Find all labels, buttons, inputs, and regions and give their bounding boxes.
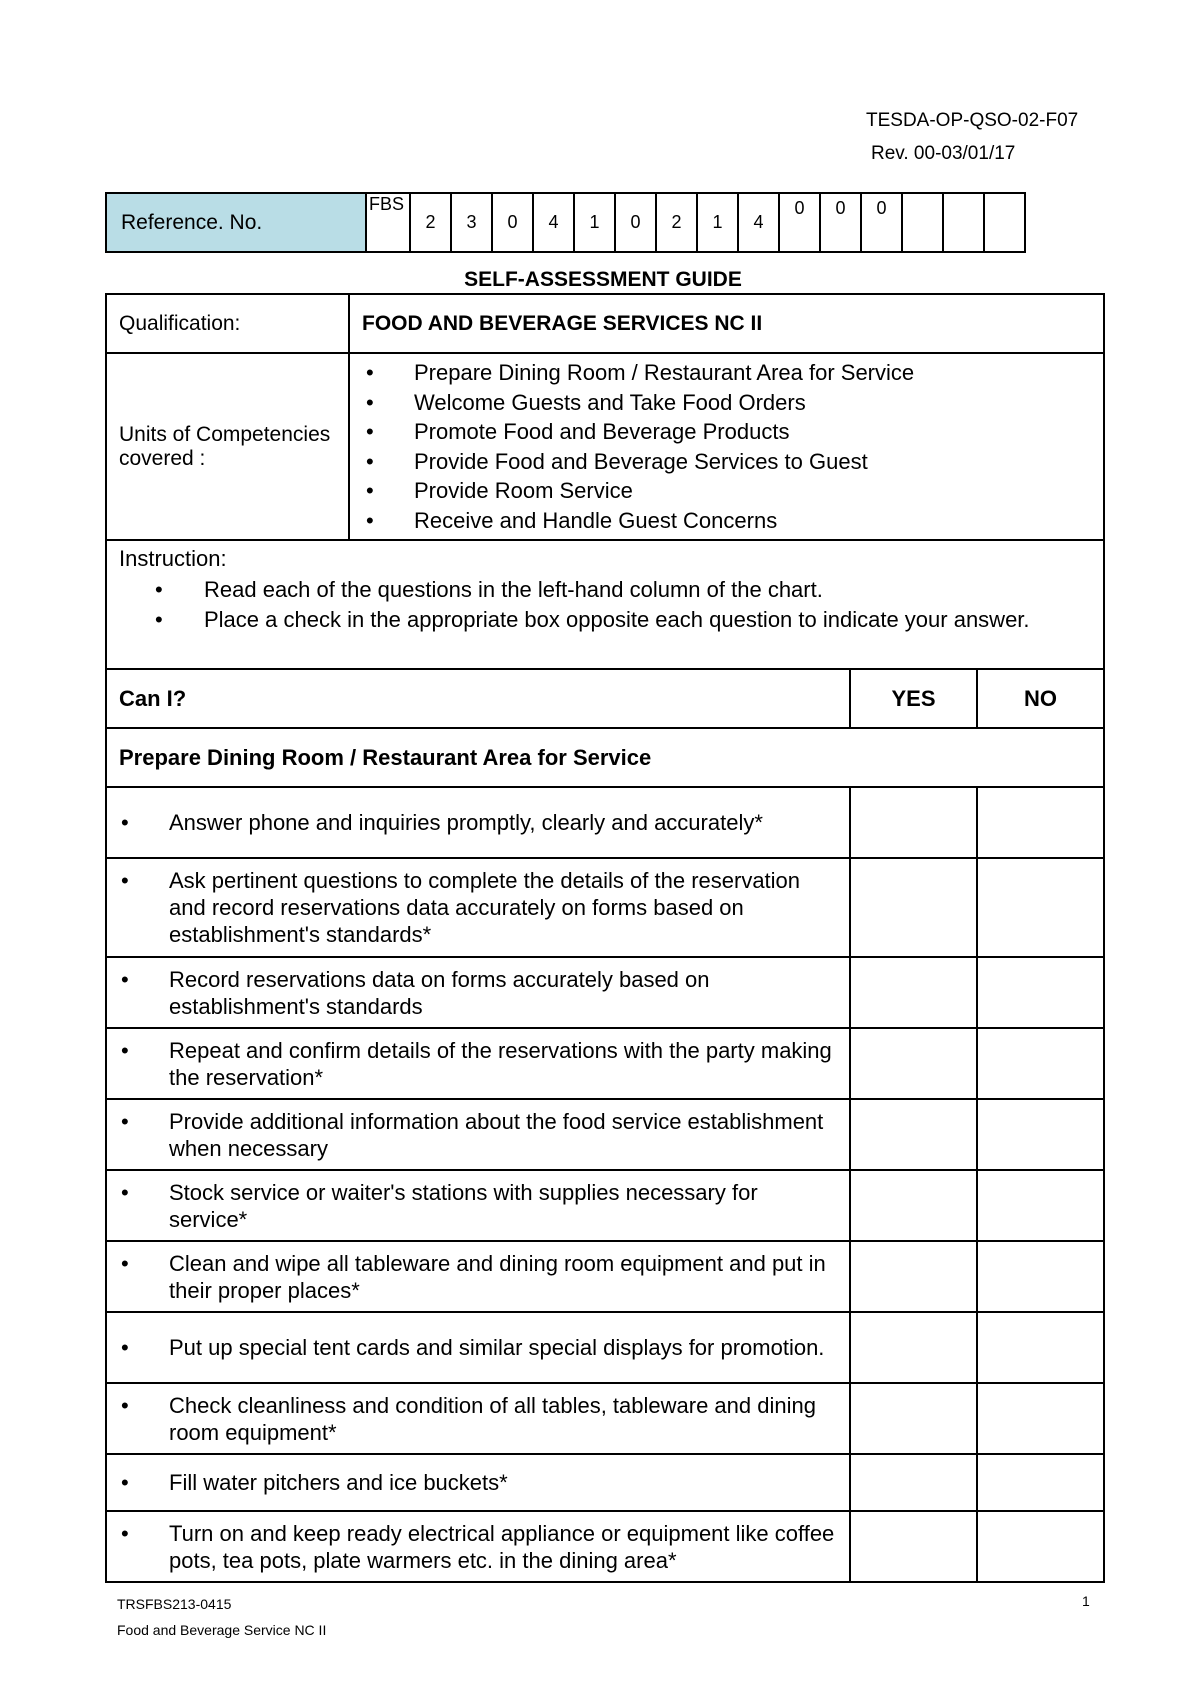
reference-digit: 0 bbox=[615, 193, 656, 252]
self-assessment-table bbox=[105, 293, 1105, 1583]
yes-checkbox[interactable] bbox=[850, 1312, 977, 1383]
question-row bbox=[106, 1170, 850, 1241]
reference-digit: 0 bbox=[820, 193, 861, 252]
question-row bbox=[106, 1383, 850, 1454]
no-checkbox[interactable] bbox=[977, 858, 1104, 957]
question-row bbox=[106, 1454, 850, 1511]
question-text: • Provide additional information about the food service establishment when necessary bbox=[119, 1108, 837, 1162]
question-row bbox=[106, 1241, 850, 1312]
no-checkbox[interactable] bbox=[977, 1170, 1104, 1241]
footer-title: Food and Beverage Service NC II bbox=[117, 1622, 327, 1638]
page-title: SELF-ASSESSMENT GUIDE bbox=[464, 268, 742, 291]
question-text: • Stock service or waiter's stations with supplies necessary for service* bbox=[119, 1179, 837, 1233]
reference-label: Reference. No. bbox=[106, 193, 366, 252]
reference-empty-box[interactable] bbox=[902, 193, 943, 252]
no-checkbox[interactable] bbox=[977, 1383, 1104, 1454]
yes-checkbox[interactable] bbox=[850, 1511, 977, 1582]
footer bbox=[117, 1591, 326, 1643]
question-row bbox=[106, 1028, 850, 1099]
question-text: • Fill water pitchers and ice buckets* bbox=[119, 1469, 837, 1496]
reference-number-table bbox=[105, 192, 1026, 253]
qualification-value: FOOD AND BEVERAGE SERVICES NC II bbox=[349, 294, 1104, 353]
yes-checkbox[interactable] bbox=[850, 957, 977, 1028]
question-row bbox=[106, 1099, 850, 1170]
column-header-no: NO bbox=[977, 669, 1104, 728]
no-checkbox[interactable] bbox=[977, 1312, 1104, 1383]
no-checkbox[interactable] bbox=[977, 1028, 1104, 1099]
unit-item: • Promote Food and Beverage Products bbox=[352, 417, 1103, 447]
revision-number: Rev. 00-03/01/17 bbox=[871, 143, 1016, 164]
unit-item: • Receive and Handle Guest Concerns bbox=[352, 506, 1103, 536]
instruction-item: • Place a check in the appropriate box opposite each question to indicate your answer. bbox=[119, 607, 1091, 633]
column-header-yes: YES bbox=[850, 669, 977, 728]
reference-digit: 0 bbox=[779, 193, 820, 252]
question-text: • Turn on and keep ready electrical appliance or equipment like coffee pots, tea pots, plate warmers etc. in the dining area* bbox=[119, 1520, 837, 1574]
yes-checkbox[interactable] bbox=[850, 1241, 977, 1312]
no-checkbox[interactable] bbox=[977, 1454, 1104, 1511]
instruction-cell bbox=[106, 540, 1104, 669]
instruction-title: Instruction: bbox=[119, 546, 227, 571]
no-checkbox[interactable] bbox=[977, 787, 1104, 858]
no-checkbox[interactable] bbox=[977, 1099, 1104, 1170]
reference-empty-box[interactable] bbox=[984, 193, 1025, 252]
question-text: • Clean and wipe all tableware and dining room equipment and put in their proper places* bbox=[119, 1250, 837, 1304]
question-row bbox=[106, 1511, 850, 1582]
footer-code: TRSFBS213-0415 bbox=[117, 1596, 232, 1612]
yes-checkbox[interactable] bbox=[850, 1028, 977, 1099]
section-title: Prepare Dining Room / Restaurant Area for Service bbox=[106, 728, 1104, 787]
reference-digit: 3 bbox=[451, 193, 492, 252]
question-text: • Put up special tent cards and similar special displays for promotion. bbox=[119, 1334, 837, 1361]
unit-item: • Provide Room Service bbox=[352, 476, 1103, 506]
yes-checkbox[interactable] bbox=[850, 858, 977, 957]
yes-checkbox[interactable] bbox=[850, 1383, 977, 1454]
reference-digit: 2 bbox=[656, 193, 697, 252]
no-checkbox[interactable] bbox=[977, 957, 1104, 1028]
no-checkbox[interactable] bbox=[977, 1241, 1104, 1312]
units-cell bbox=[349, 353, 1104, 540]
question-row bbox=[106, 957, 850, 1028]
reference-prefix: FBS bbox=[366, 193, 410, 252]
units-label: Units of Competencies covered : bbox=[106, 353, 349, 540]
question-row bbox=[106, 858, 850, 957]
unit-item: • Welcome Guests and Take Food Orders bbox=[352, 388, 1103, 418]
reference-digit: 0 bbox=[861, 193, 902, 252]
yes-checkbox[interactable] bbox=[850, 1170, 977, 1241]
qualification-label: Qualification: bbox=[106, 294, 349, 353]
yes-checkbox[interactable] bbox=[850, 1099, 977, 1170]
question-row bbox=[106, 787, 850, 858]
question-text: • Ask pertinent questions to complete the details of the reservation and record reservations data accurately on forms based on establishment's standards* bbox=[119, 867, 837, 948]
reference-digit: 0 bbox=[492, 193, 533, 252]
reference-digit: 1 bbox=[697, 193, 738, 252]
instruction-list bbox=[119, 577, 1091, 633]
reference-digit: 4 bbox=[738, 193, 779, 252]
instruction-item: • Read each of the questions in the left-hand column of the chart. bbox=[119, 577, 1091, 603]
page-number: 1 bbox=[1082, 1593, 1090, 1609]
question-text: • Record reservations data on forms accurately based on establishment's standards bbox=[119, 966, 837, 1020]
question-text: • Answer phone and inquiries promptly, clearly and accurately* bbox=[119, 809, 837, 836]
reference-digit: 4 bbox=[533, 193, 574, 252]
yes-checkbox[interactable] bbox=[850, 787, 977, 858]
question-text: • Repeat and confirm details of the reservations with the party making the reservation* bbox=[119, 1037, 837, 1091]
reference-digit: 1 bbox=[574, 193, 615, 252]
no-checkbox[interactable] bbox=[977, 1511, 1104, 1582]
reference-digit: 2 bbox=[410, 193, 451, 252]
column-header-question: Can I? bbox=[106, 669, 850, 728]
question-row bbox=[106, 1312, 850, 1383]
units-list bbox=[350, 358, 1103, 535]
question-text: • Check cleanliness and condition of all tables, tableware and dining room equipment* bbox=[119, 1392, 837, 1446]
yes-checkbox[interactable] bbox=[850, 1454, 977, 1511]
document-code: TESDA-OP-QSO-02-F07 bbox=[866, 110, 1079, 131]
reference-empty-box[interactable] bbox=[943, 193, 984, 252]
unit-item: • Provide Food and Beverage Services to Guest bbox=[352, 447, 1103, 477]
unit-item: • Prepare Dining Room / Restaurant Area for Service bbox=[352, 358, 1103, 388]
